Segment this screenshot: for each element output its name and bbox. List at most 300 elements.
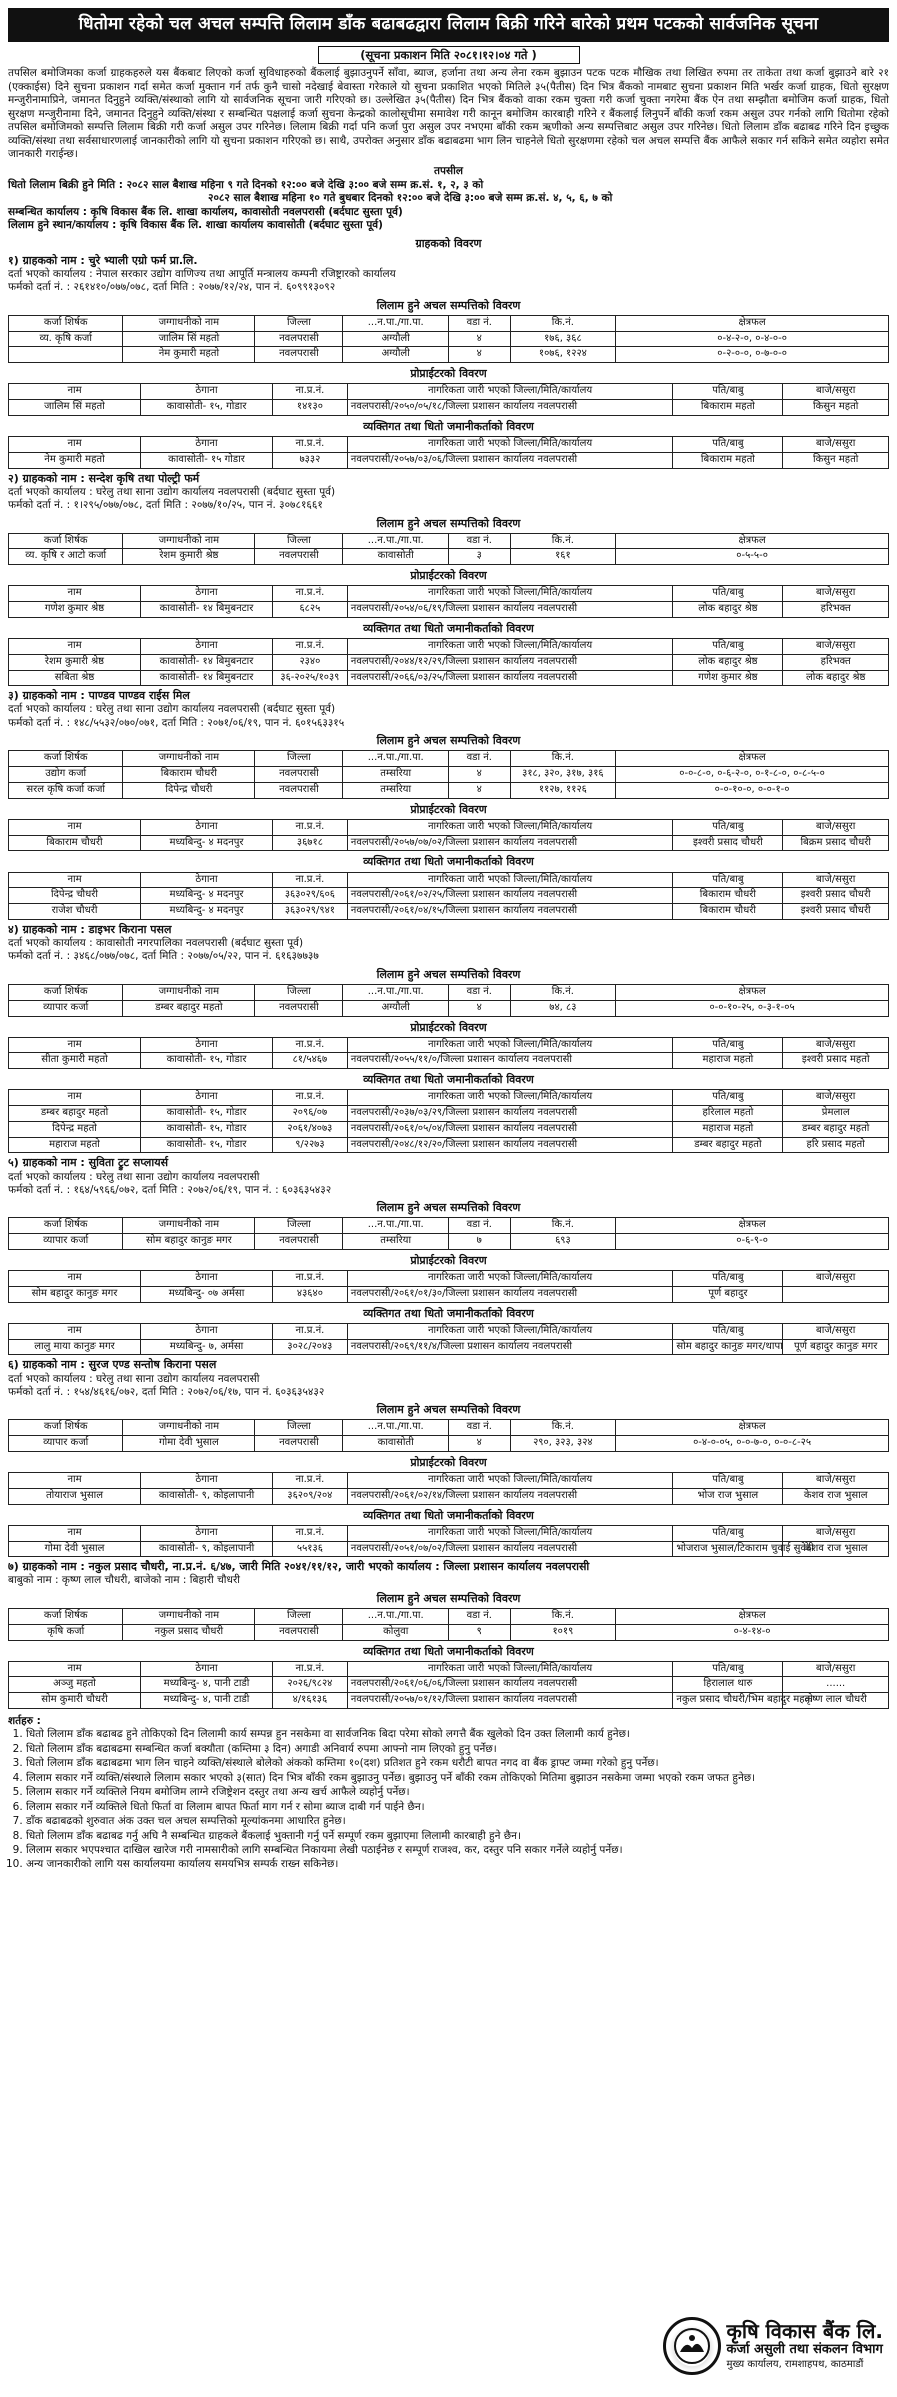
table-cell: नवलपरासी — [255, 1234, 343, 1250]
table-header-row — [9, 1271, 889, 1287]
table-header-row — [9, 436, 889, 452]
table-cell: सोम बहादुर कानुङ मगर — [9, 1286, 141, 1302]
table-row — [9, 888, 889, 904]
table-cell: ०-४-०-०५, ०-०-७-०, ०-०-८-२५ — [616, 1436, 889, 1452]
guarantor-table — [8, 638, 889, 686]
column-header: ...न.पा./गा.पा. — [343, 1218, 449, 1234]
proprietor-table — [8, 383, 889, 416]
column-header: जग्गाधनीको नाम — [123, 315, 255, 331]
bank-seal-graphic — [672, 2326, 712, 2366]
column-header: क्षेत्रफल — [616, 1420, 889, 1436]
column-header: नाम — [9, 1090, 141, 1106]
column-header: जग्गाधनीको नाम — [123, 1420, 255, 1436]
customer-name: ३) ग्राहकको नाम : पाण्डव पाण्डव राईस मिल — [8, 689, 190, 703]
table-header-row — [9, 1525, 889, 1541]
table-cell: कावासोती- १५, गोडार — [141, 1121, 273, 1137]
column-header: ठेगाना — [141, 1661, 273, 1677]
table-cell — [783, 1286, 889, 1302]
notice-page — [8, 8, 889, 2381]
column-header: ...न.पा./गा.पा. — [343, 1420, 449, 1436]
table-cell: सीता कुमारी महतो — [9, 1053, 141, 1069]
personal-guarantor-heading: व्यक्तिगत तथा धितो जमानीकर्ताको विवरण — [363, 1508, 534, 1522]
property-table — [8, 1608, 889, 1641]
column-header: कि.नं. — [510, 1218, 616, 1234]
column-header: बाजे/ससुरा — [783, 384, 889, 400]
table-cell: दिपेन्द्र चौधरी — [9, 888, 141, 904]
personal-guarantor-heading: व्यक्तिगत तथा धितो जमानीकर्ताको विवरण — [363, 855, 534, 869]
customer-detail-line: फर्मको दर्ता नं. : १।२९५/०७७/०७८, दर्ता मिति : २०७७/१०/२५, पान नं. ३०७८१६६१ — [8, 499, 323, 512]
table-cell: मध्यबिन्दु- ४, पानी टाडी — [141, 1677, 273, 1693]
table-cell: हिरालाल थारु — [673, 1677, 783, 1693]
column-header: नागरिकता जारी भएको जिल्ला/मिति/कार्यालय — [347, 1090, 673, 1106]
column-header: पति/बाबु — [673, 1525, 783, 1541]
table-cell: ६८२५ — [273, 602, 348, 618]
table-cell: तम्सरिया — [343, 782, 449, 798]
property-heading: लिलाम हुने अचल सम्पत्तिको विवरण — [376, 1201, 521, 1215]
table-cell: सोम बहादुर कानुङ मगर/थापा — [673, 1339, 783, 1355]
column-header: जिल्ला — [255, 1608, 343, 1624]
table-cell: इश्वरी प्रसाद चौधरी — [783, 904, 889, 920]
column-header: क्षेत्रफल — [616, 751, 889, 767]
table-cell: कावासोती — [343, 549, 449, 565]
table-cell: नवलपरासी/२०६१/०५/०४/जिल्ला प्रशासन कार्यालय नवलपरासी — [347, 1121, 673, 1137]
table-cell: ४/१६१३६ — [273, 1693, 348, 1709]
property-table — [8, 1217, 889, 1250]
table-row — [9, 1624, 889, 1640]
table-row — [9, 1541, 889, 1557]
schedule-line: सम्बन्धित कार्यालय : कृषि विकास बैंक लि. शाखा कार्यालय, कावासोती नवलपरासी (बर्दघाट सुस्ता पूर्व) — [8, 205, 403, 218]
table-cell: ३६३०२९/६०६ — [273, 888, 348, 904]
table-cell: राजेश चौधरी — [9, 904, 141, 920]
table-cell: नवलपरासी/२०६१/०४/१५/जिल्ला प्रशासन कार्यालय नवलपरासी — [347, 904, 673, 920]
table-cell: नवलपरासी/२०६१/०२/१४/जिल्ला प्रशासन कार्यालय नवलपरासी — [347, 1488, 673, 1504]
column-header: ना.प्र.नं. — [273, 638, 348, 654]
table-cell: ९/२२७३ — [273, 1137, 348, 1153]
column-header: क्षेत्रफल — [616, 1218, 889, 1234]
column-header: बाजे/ससुरा — [783, 1661, 889, 1677]
table-header-row — [9, 1090, 889, 1106]
column-header: ना.प्र.नं. — [273, 819, 348, 835]
column-header: पति/बाबु — [673, 586, 783, 602]
column-header: जिल्ला — [255, 533, 343, 549]
column-header: बाजे/ससुरा — [783, 1090, 889, 1106]
table-row — [9, 1286, 889, 1302]
column-header: कर्जा शिर्षक — [9, 984, 123, 1000]
column-header: ...न.पा./गा.पा. — [343, 984, 449, 1000]
customer-name: ४) ग्राहकको नाम : डाइभर किराना पसल — [8, 922, 172, 936]
column-header: नागरिकता जारी भएको जिल्ला/मिति/कार्यालय — [347, 586, 673, 602]
table-cell: नवलपरासी — [255, 782, 343, 798]
table-cell: लोक बहादुर श्रेष्ठ — [673, 654, 783, 670]
schedule-line: लिलाम हुने स्थान/कार्यालय : कृषि विकास बैंक लि. शाखा कार्यालय कावासोती (बर्दघाट सुस्ता पूर्व) — [8, 219, 383, 232]
column-header: कि.नं. — [510, 984, 616, 1000]
table-cell: कावासोती- ९, कोइलापानी — [141, 1488, 273, 1504]
table-cell: रेशम कुमारी श्रेष्ठ — [9, 654, 141, 670]
proprietor-table — [8, 1472, 889, 1505]
table-cell: ३०२८/२०४३ — [273, 1339, 348, 1355]
table-cell: ४ — [448, 331, 510, 347]
table-cell: नकुल प्रसाद चौधरी — [123, 1624, 255, 1640]
table-cell: मध्यबिन्दु- ४ मदनपुर — [141, 904, 273, 920]
table-cell: केशव राज भुसाल — [783, 1488, 889, 1504]
column-header: ना.प्र.नं. — [273, 1525, 348, 1541]
table-cell: बिकाराम महतो — [673, 452, 783, 468]
table-cell: कावासोती- १५, गोडार — [141, 1053, 273, 1069]
personal-guarantor-heading: व्यक्तिगत तथा धितो जमानीकर्ताको विवरण — [363, 1073, 534, 1087]
column-header: नागरिकता जारी भएको जिल्ला/मिति/कार्यालय — [347, 384, 673, 400]
table-cell: जालिम सिं महतो — [123, 331, 255, 347]
table-row — [9, 904, 889, 920]
column-header: नाम — [9, 819, 141, 835]
column-header: ठेगाना — [141, 1271, 273, 1287]
customer-detail-line: दर्ता भएको कार्यालय : घरेलु तथा साना उद्योग कार्यालय नवलपरासी (बर्दघाट सुस्ता पूर्व) — [8, 485, 336, 498]
table-cell: सबिता श्रेष्ठ — [9, 670, 141, 686]
table-cell: ४३६४० — [273, 1286, 348, 1302]
column-header: जिल्ला — [255, 315, 343, 331]
table-cell: जालिम सिं महतो — [9, 400, 141, 416]
table-row — [9, 549, 889, 565]
table-row — [9, 1339, 889, 1355]
table-cell: ४ — [448, 1000, 510, 1016]
column-header: बाजे/ससुरा — [783, 1323, 889, 1339]
proprietor-table — [8, 819, 889, 852]
table-cell: इश्वरी प्रसाद चौधरी — [673, 835, 783, 851]
table-cell: सोम बहादुर कानुङ मगर — [123, 1234, 255, 1250]
condition-item: 9. लिलाम सकार भएपश्चात दाखिल खारेज गरी नामसारीको लागि सम्बन्धित निकायमा लेखी पठाईनेछ र सम्पूर्ण राजश्व, कर, दस्तुर पनि सकार गर्नेले व्यहोर्नु पर्नेछ। — [26, 1844, 889, 1857]
column-header: जिल्ला — [255, 1218, 343, 1234]
table-cell: प्रेमलाल — [783, 1106, 889, 1122]
table-header-row — [9, 751, 889, 767]
table-header-row — [9, 533, 889, 549]
column-header: नाम — [9, 1037, 141, 1053]
column-header: वडा नं. — [448, 984, 510, 1000]
table-cell: हरिलाल महतो — [673, 1106, 783, 1122]
table-cell: ०-०-१०-०, ०-०-१-० — [616, 782, 889, 798]
condition-item: 6. लिलाम सकार गर्ने व्यक्तिले धितो फिर्ता वा लिलाम बापत फिर्ता माग गर्न र सोमा ब्याज दाबी गर्न पाईने छैन। — [26, 1801, 889, 1814]
table-cell: नवलपरासी/२०५१/०७/०२/जिल्ला प्रशासन कार्यालय नवलपरासी — [347, 1541, 673, 1557]
table-cell: हरिभक्त — [783, 654, 889, 670]
column-header: नागरिकता जारी भएको जिल्ला/मिति/कार्यालय — [347, 872, 673, 888]
table-cell: व्यापार कर्जा — [9, 1234, 123, 1250]
customers-heading: ग्राहकको विवरण — [415, 236, 482, 250]
table-header-row — [9, 638, 889, 654]
column-header: पति/बाबु — [673, 1037, 783, 1053]
table-header-row — [9, 1323, 889, 1339]
column-header: वडा नं. — [448, 1218, 510, 1234]
column-header: बाजे/ससुरा — [783, 436, 889, 452]
table-cell: भोजराज भुसाल/टिकाराम चुवाई सुवेदी — [673, 1541, 783, 1557]
column-header: पति/बाबु — [673, 638, 783, 654]
personal-guarantor-heading: व्यक्तिगत तथा धितो जमानीकर्ताको विवरण — [363, 419, 534, 433]
column-header: नागरिकता जारी भएको जिल्ला/मिति/कार्यालय — [347, 819, 673, 835]
column-header: नाम — [9, 1661, 141, 1677]
customer-block — [8, 1560, 889, 1709]
table-cell: बिकाराम चौधरी — [673, 904, 783, 920]
table-header-row — [9, 984, 889, 1000]
column-header: ना.प्र.नं. — [273, 872, 348, 888]
column-header: क्षेत्रफल — [616, 315, 889, 331]
auction-schedule — [8, 179, 889, 233]
table-cell: २०६१/४०७३ — [273, 1121, 348, 1137]
table-cell: नवलपरासी/२०४४/१२/२९/जिल्ला प्रशासन कार्यालय नवलपरासी — [347, 654, 673, 670]
column-header: कि.नं. — [510, 1608, 616, 1624]
property-heading: लिलाम हुने अचल सम्पत्तिको विवरण — [376, 298, 521, 312]
table-row — [9, 1000, 889, 1016]
table-cell: अग्यौली — [343, 347, 449, 363]
column-header: ठेगाना — [141, 1323, 273, 1339]
column-header: नाम — [9, 1525, 141, 1541]
table-cell: बिकाराम चौधरी — [673, 888, 783, 904]
customer-name: ६) ग्राहकको नाम : सुरज एण्ड सन्तोष किराना पसल — [8, 1358, 217, 1372]
table-cell: ३६-२०२५/१०३९ — [273, 670, 348, 686]
guarantor-table — [8, 1089, 889, 1153]
table-cell: महाराज महतो — [9, 1137, 141, 1153]
table-cell: कृषि कर्जा — [9, 1624, 123, 1640]
column-header: नागरिकता जारी भएको जिल्ला/मिति/कार्यालय — [347, 1037, 673, 1053]
table-cell: कावासोती- १४ बिमुबनटार — [141, 602, 273, 618]
property-heading: लिलाम हुने अचल सम्पत्तिको विवरण — [376, 734, 521, 748]
table-cell: किसुन महतो — [783, 452, 889, 468]
column-header: वडा नं. — [448, 1608, 510, 1624]
column-header: नागरिकता जारी भएको जिल्ला/मिति/कार्यालय — [347, 1661, 673, 1677]
customer-block — [8, 1156, 889, 1355]
table-cell: नवलपरासी/२०३७/०३/२९/जिल्ला प्रशासन कार्यालय नवलपरासी — [347, 1106, 673, 1122]
table-cell — [9, 347, 123, 363]
customer-detail-line: दर्ता भएको कार्यालय : नेपाल सरकार उद्योग वाणिज्य तथा आपूर्ति मन्त्रालय कम्पनी रजिष्ट्रारको कार्यालय — [8, 267, 396, 280]
table-header-row — [9, 1037, 889, 1053]
table-cell: अग्यौली — [343, 1000, 449, 1016]
table-cell: गणेश कुमार श्रेष्ठ — [673, 670, 783, 686]
property-table — [8, 984, 889, 1017]
table-cell: महाराज महतो — [673, 1053, 783, 1069]
table-cell: कावासोती- १४ बिमुबनटार — [141, 670, 273, 686]
column-header: ना.प्र.नं. — [273, 1090, 348, 1106]
table-row — [9, 602, 889, 618]
table-cell: कावासोती — [343, 1436, 449, 1452]
customer-detail-line: दर्ता भएको कार्यालय : घरेलु तथा साना उद्योग कार्यालय नवलपरासी — [8, 1372, 260, 1385]
column-header: वडा नं. — [448, 533, 510, 549]
column-header: जग्गाधनीको नाम — [123, 751, 255, 767]
table-cell: इश्वरी प्रसाद चौधरी — [783, 888, 889, 904]
condition-item: 10. अन्य जानकारीको लागि यस कार्यालयमा कार्यालय समयभित्र सम्पर्क राख्न सकिनेछ। — [26, 1858, 889, 1871]
table-row — [9, 654, 889, 670]
customer-detail-line: फर्मको दर्ता नं. : २६१४१०/०७७/०७८, दर्ता मिति : २०७७/१२/२४, पान नं. ६०९९१३०९२ — [8, 281, 336, 294]
table-cell: २९०, ३२३, ३२४ — [510, 1436, 616, 1452]
table-cell: मध्यबिन्दु- ०७ अर्मसा — [141, 1286, 273, 1302]
table-cell: रेशम कुमारी श्रेष्ठ — [123, 549, 255, 565]
customer-detail-line: बाबुको नाम : कृष्ण लाल चौधरी, बाजेको नाम : बिहारी चौधरी — [8, 1574, 240, 1587]
table-cell: पूर्ण बहादुर — [673, 1286, 783, 1302]
column-header: नाम — [9, 586, 141, 602]
department-name: कर्जा असुली तथा संकलन विभाग — [726, 2342, 883, 2358]
table-cell: ४ — [448, 782, 510, 798]
column-header: नागरिकता जारी भएको जिल्ला/मिति/कार्यालय — [347, 1525, 673, 1541]
table-cell: ११२७, ११२६ — [510, 782, 616, 798]
table-cell: डम्बर बहादुर महतो — [673, 1137, 783, 1153]
table-cell: नवलपरासी/२०६६/०३/२५/जिल्ला प्रशासन कार्यालय नवलपरासी — [347, 670, 673, 686]
proprietor-table — [8, 1037, 889, 1070]
column-header: बाजे/ससुरा — [783, 872, 889, 888]
table-cell: भोज राज भुसाल — [673, 1488, 783, 1504]
table-cell: डम्बर बहादुर महतो — [783, 1121, 889, 1137]
column-header: नाम — [9, 872, 141, 888]
column-header: ठेगाना — [141, 586, 273, 602]
table-cell: हरिभक्त — [783, 602, 889, 618]
table-cell: ३१८, ३२०, ३१७, ३१६ — [510, 767, 616, 783]
table-cell: डम्बर बहादुर महतो — [9, 1106, 141, 1122]
table-cell: ...... — [783, 1677, 889, 1693]
table-header-row — [9, 819, 889, 835]
column-header: क्षेत्रफल — [616, 1608, 889, 1624]
property-heading: लिलाम हुने अचल सम्पत्तिको विवरण — [376, 1591, 521, 1605]
table-cell: ३ — [448, 549, 510, 565]
table-row — [9, 782, 889, 798]
property-heading: लिलाम हुने अचल सम्पत्तिको विवरण — [376, 1403, 521, 1417]
column-header: वडा नं. — [448, 751, 510, 767]
customer-name: ७) ग्राहकको नाम : नकुल प्रसाद चौधरी, ना.प्र.नं. ६/४७, जारी मिति २०४१/११/१२, जारी भएको कार्यालय : जिल्ला प्रशासन कार्यालय नवलपरासी — [8, 1560, 590, 1574]
column-header: ना.प्र.नं. — [273, 586, 348, 602]
table-cell: सरल कृषि कर्जा कर्जा — [9, 782, 123, 798]
table-header-row — [9, 1473, 889, 1489]
schedule-line: धितो लिलाम बिक्री हुने मिति : २०८२ साल बैशाख महिना ९ गते दिनको १२:०० बजे देखि ३:०० बजे सम्म क्र.सं. १, २, ३ को — [8, 178, 484, 191]
column-header: ठेगाना — [141, 872, 273, 888]
column-header: क्षेत्रफल — [616, 984, 889, 1000]
customer-detail-line: दर्ता भएको कार्यालय : कावासोती नगरपालिका नवलपरासी (बर्दघाट सुस्ता पूर्व) — [8, 936, 304, 949]
column-header: जिल्ला — [255, 751, 343, 767]
table-cell: तम्सरिया — [343, 1234, 449, 1250]
column-header: ना.प्र.नं. — [273, 1037, 348, 1053]
column-header: ठेगाना — [141, 384, 273, 400]
table-cell: ४ — [448, 1436, 510, 1452]
table-cell: व्य. कृषि कर्जा — [9, 331, 123, 347]
table-cell: ७ — [448, 1234, 510, 1250]
column-header: कि.नं. — [510, 1420, 616, 1436]
table-cell: ८१/५४६७ — [273, 1053, 348, 1069]
condition-item: 8. धितो लिलाम डाँक बढाबढ गर्नु अघि नै सम्बन्धित ग्राहकले बैंकलाई भुक्तानी गर्नु पर्ने सम्पूर्ण रकम बुझाएमा लिलामी कारबाही हुने छैन। — [26, 1830, 889, 1843]
condition-item: 5. लिलाम सकार गर्ने व्यक्तिले नियम बमोजिम लाग्ने रजिष्ट्रेशन दस्तुर तथा अन्य खर्च आफैले व्यहोर्नु पर्नेछ। — [26, 1786, 889, 1799]
column-header: ...न.पा./गा.पा. — [343, 315, 449, 331]
table-row — [9, 1488, 889, 1504]
table-cell: महाराज महतो — [673, 1121, 783, 1137]
proprietor-table — [8, 1270, 889, 1303]
guarantor-table — [8, 1525, 889, 1558]
column-header: ठेगाना — [141, 638, 273, 654]
column-header: जग्गाधनीको नाम — [123, 533, 255, 549]
customer-detail-line: फर्मको दर्ता नं. : १४८/५५३२/०७०/०७१, दर्ता मिति : २०७१/०६/१९, पान नं. ६०१५६३३१५ — [8, 716, 345, 729]
customer-block — [8, 472, 889, 687]
customer-detail-line: फर्मको दर्ता नं. : १५४/४६१६/०७२, दर्ता मिति : २०७२/०६/१७, पान नं. ६०३६३५४३२ — [8, 1385, 325, 1398]
property-heading: लिलाम हुने अचल सम्पत्तिको विवरण — [376, 967, 521, 981]
column-header: ...न.पा./गा.पा. — [343, 533, 449, 549]
column-header: बाजे/ससुरा — [783, 1271, 889, 1287]
table-cell: नवलपरासी/२०५५/११/०/जिल्ला प्रशासन कार्यालय नवलपरासी — [347, 1053, 673, 1069]
table-cell: नेम कुमारी महतो — [9, 452, 141, 468]
customer-list — [8, 254, 889, 1709]
column-header: ...न.पा./गा.पा. — [343, 751, 449, 767]
table-cell: ७३३२ — [273, 452, 348, 468]
column-header: नाम — [9, 436, 141, 452]
column-header: कर्जा शिर्षक — [9, 1218, 123, 1234]
table-cell: ३६७१८ — [273, 835, 348, 851]
notice-banner: धितोमा रहेको चल अचल सम्पत्ति लिलाम डाँक बढाबढद्वारा लिलाम बिक्री गरिने बारेको प्रथम पटकको सार्वजनिक सूचना — [8, 8, 889, 42]
table-cell: ४ — [448, 767, 510, 783]
column-header: बाजे/ससुरा — [783, 1473, 889, 1489]
table-cell: नवलपरासी — [255, 1624, 343, 1640]
column-header: ना.प्र.नं. — [273, 1323, 348, 1339]
table-row — [9, 1234, 889, 1250]
table-cell: नेम कुमारी महतो — [123, 347, 255, 363]
table-cell: किसुन महतो — [783, 400, 889, 416]
table-cell: पूर्ण बहादुर कानुङ मगर — [783, 1339, 889, 1355]
publication-date: (सूचना प्रकाशन मिति २०८१।१२।०४ गते ) — [318, 46, 580, 65]
column-header: नाम — [9, 384, 141, 400]
property-heading: लिलाम हुने अचल सम्पत्तिको विवरण — [376, 516, 521, 530]
table-cell: बिकाराम चौधरी — [123, 767, 255, 783]
table-cell: तम्सरिया — [343, 767, 449, 783]
table-header-row — [9, 586, 889, 602]
proprietor-heading: प्रोप्राईटरको विवरण — [410, 802, 487, 816]
column-header: ...न.पा./गा.पा. — [343, 1608, 449, 1624]
column-header: ठेगाना — [141, 819, 273, 835]
table-cell: नवलपरासी — [255, 1436, 343, 1452]
table-cell: कृष्ण लाल चौधरी — [783, 1693, 889, 1709]
guarantor-table — [8, 436, 889, 469]
table-cell: ०-०-८-०, ०-६-२-०, ०-१-८-०, ०-८-५-० — [616, 767, 889, 783]
column-header: नागरिकता जारी भएको जिल्ला/मिति/कार्यालय — [347, 436, 673, 452]
column-header: बाजे/ससुरा — [783, 819, 889, 835]
property-table — [8, 533, 889, 566]
table-row — [9, 1106, 889, 1122]
personal-guarantor-heading: व्यक्तिगत तथा धितो जमानीकर्ताको विवरण — [363, 1644, 534, 1658]
column-header: वडा नं. — [448, 1420, 510, 1436]
customer-detail-line: फर्मको दर्ता नं. : १६४/५९६६/०७२, दर्ता मिति : २०७२/०६/१९, पान नं. : ६०३६३५४३२ — [8, 1183, 332, 1196]
guarantor-table — [8, 1661, 889, 1709]
guarantor-table — [8, 872, 889, 920]
column-header: कर्जा शिर्षक — [9, 315, 123, 331]
table-cell: नवलपरासी/२०६१/०१/३०/जिल्ला प्रशासन कार्यालय नवलपरासी — [347, 1286, 673, 1302]
proprietor-heading: प्रोप्राईटरको विवरण — [410, 569, 487, 583]
table-cell: बिक्रम प्रसाद चौधरी — [783, 835, 889, 851]
table-header-row — [9, 1218, 889, 1234]
table-cell: लालु माया कानुङ मगर — [9, 1339, 141, 1355]
intro-paragraph: तपसिल बमोजिमका कर्जा ग्राहकहरुले यस बैंकबाट लिएको कर्जा सुविधाहरुको बैंकलाई बुझाउनुपर्ने साँवा, ब्याज, हर्जाना तथा अन्य लेना रकम बुझाउन पटक पटक मौखिक तथा लिखित रुपमा तर ताकेता तथा कर्जा बुझाउने बारे २१ (एक्काईस) दिने सुचना प्रकाशन गर्दा समेत कर्जा मुक्तान गर्न तर्फ कुनै चासो नदेखाई बेवास्ता गरेकाले यो सुचना प्रकाशित भएको मितिले ३५(पैतीस) दिन भित्र बैंकको नामबाट सुचना प्रकाशन मिति भर्खर कर्जा ग्राहक, धितो सुरक्षण मन्जुरीनामाप्रिने, जमानत दिनुहुने व्यक्ति/संस्थाको लागि यो सार्वजनिक सूचना जारी गरिएको छ। उल्लेखित ३५(पैतीस) दिन भित्र बैंकको वाका रकम चुक्ता गरी कर्जा चुक्ता नगरेमा बैंक ऐन तथा सम्झौता बमोजिम कर्जा ग्राहक, धितो सुरक्षण मन्जुरीनामा दिने, जमानत दिनुहुने व्यक्ति/संस्था र सम्बन्धित पक्षलाई कर्जा सुचना केन्द्रको कालोसूचीमा समावेश गरी कानून बमोजिम कारबाही गरिने र बैंकलाई लिनुपर्ने बाँकी कर्जा रकम असुल उपर गर्नको लागि धितोमा रहेको तपसिल बमोजिमको सम्पत्ति लिलाम बिक्री गरी कर्जा असुल उपर गरिनेछ। लिलाम बिक्री गर्दा पनि कर्जा पुरा असुल उपर नभएमा बाँकी रकम ऋणीको अन्य सम्पत्तिबाट असुल उपर गरिनेछ। धितो लिलाम डाँक बढाबढ गरिने दिन इच्छुक व्यक्ति/संस्था तथा सर्वसाधारणलाई जानकारीको लागि यो सुचना प्रकाशन गरिएको छ। साथै, उपरोक्त अनुसार डाँक बढाबढमा भाग लिन चाहनेले धितो सुरक्षणमा रहेको चल अचल सम्पत्ति बैंक आफैले सकार गर्न सकिने समेत व्यहोरा समेत जानकारी गराईन्छ। — [8, 67, 889, 161]
customer-block — [8, 1358, 889, 1557]
table-header-row — [9, 1661, 889, 1677]
column-header: पति/बाबु — [673, 1090, 783, 1106]
customer-name: ५) ग्राहकको नाम : सुविता ट्रुट सप्लायर्स — [8, 1156, 169, 1170]
column-header: पति/बाबु — [673, 1271, 783, 1287]
table-cell: कावासोती- १५, गोडार — [141, 1106, 273, 1122]
table-row — [9, 1677, 889, 1693]
table-row — [9, 1693, 889, 1709]
table-cell: १०१९ — [510, 1624, 616, 1640]
table-header-row — [9, 384, 889, 400]
property-table — [8, 750, 889, 798]
table-row — [9, 1436, 889, 1452]
table-row — [9, 400, 889, 416]
table-cell: ०-०-१०-२५, ०-३-१-०५ — [616, 1000, 889, 1016]
column-header: ना.प्र.नं. — [273, 436, 348, 452]
table-cell: गोमा देवी भुसाल — [9, 1541, 141, 1557]
tapasil-heading: तपसील — [434, 164, 463, 177]
bank-name: कृषि विकास बैंक लि. — [726, 2319, 883, 2344]
column-header: नाम — [9, 1323, 141, 1339]
column-header: नागरिकता जारी भएको जिल्ला/मिति/कार्यालय — [347, 1473, 673, 1489]
table-cell: मध्यबिन्दु- ४ मदनपुर — [141, 835, 273, 851]
column-header: जग्गाधनीको नाम — [123, 1218, 255, 1234]
table-header-row — [9, 1608, 889, 1624]
table-cell: नवलपरासी/२०६१/०२/२५/जिल्ला प्रशासन कार्यालय नवलपरासी — [347, 888, 673, 904]
